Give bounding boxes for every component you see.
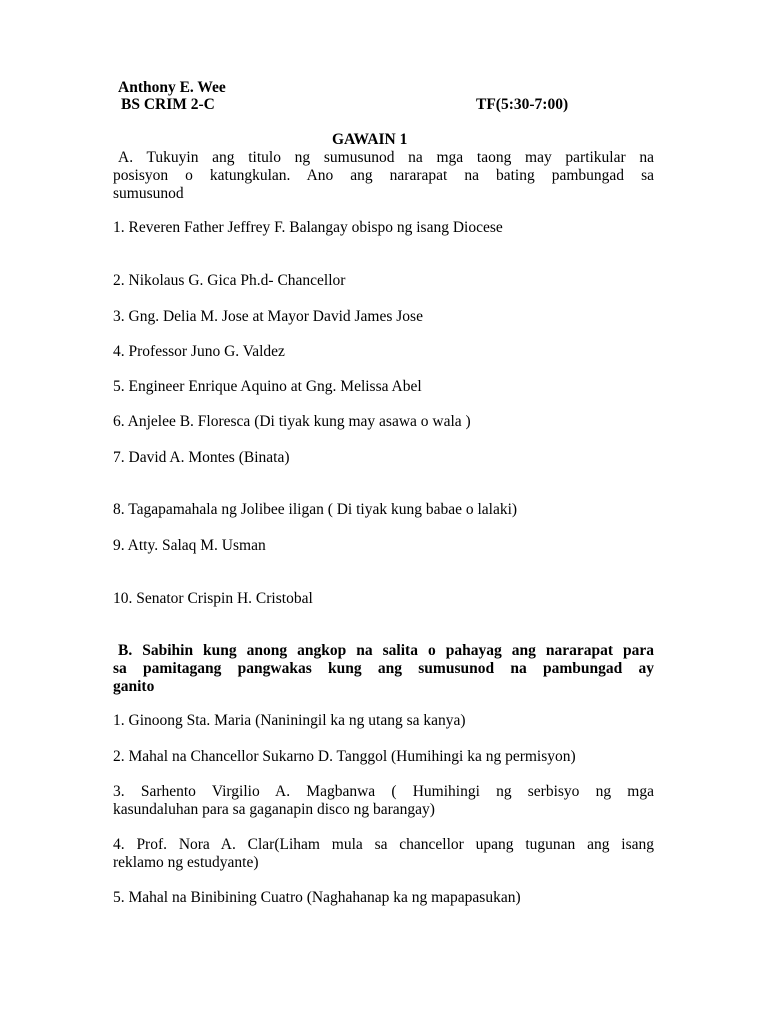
section-a-item: 6. Anjelee B. Floresca (Di tiyak kung may asawa o wala )	[113, 413, 471, 430]
section-a-item: 7. David A. Montes (Binata)	[113, 449, 290, 466]
section-a-instruction-line-2: posisyon o katungkulan. Ano ang nararapat na bating pambungad sa	[113, 167, 654, 184]
section-a-item: 5. Engineer Enrique Aquino at Gng. Melissa Abel	[113, 378, 422, 395]
class-schedule: TF(5:30-7:00)	[476, 96, 569, 113]
section-b-item: 4. Prof. Nora A. Clar(Liham mula sa chancellor upang tugunan ang isang	[113, 836, 654, 853]
section-a-item: 1. Reveren Father Jeffrey F. Balangay obispo ng isang Diocese	[113, 219, 503, 236]
section-b-item-continuation: reklamo ng estudyante)	[113, 854, 259, 871]
section-a-instruction-line-1: A. Tukuyin ang titulo ng sumusunod na mga taong may partikular na	[118, 149, 654, 166]
section-b-item: 1. Ginoong Sta. Maria (Naniningil ka ng utang sa kanya)	[113, 712, 466, 729]
section-b-item: 2. Mahal na Chancellor Sukarno D. Tanggol (Humihingi ka ng permisyon)	[113, 748, 576, 765]
section-b-instruction-line-3: ganito	[113, 678, 155, 695]
section-a-item: 4. Professor Juno G. Valdez	[113, 343, 285, 360]
section-a-item: 8. Tagapamahala ng Jolibee iligan ( Di tiyak kung babae o lalaki)	[113, 501, 518, 518]
section-a-item: 2. Nikolaus G. Gica Ph.d- Chancellor	[113, 272, 346, 289]
section-a-item: 10. Senator Crispin H. Cristobal	[113, 590, 313, 607]
section-a-item: 9. Atty. Salaq M. Usman	[113, 537, 266, 554]
page-title: GAWAIN 1	[332, 131, 408, 148]
student-name: Anthony E. Wee	[118, 79, 226, 96]
section-b-item-continuation: kasundaluhan para sa gaganapin disco ng barangay)	[113, 801, 435, 818]
section-b-item: 5. Mahal na Binibining Cuatro (Naghahanap ka ng mapapasukan)	[113, 889, 521, 906]
section-b-item: 3. Sarhento Virgilio A. Magbanwa ( Humihingi ng serbisyo ng mga	[113, 783, 654, 800]
course-section: BS CRIM 2-C	[121, 96, 215, 113]
section-a-item: 3. Gng. Delia M. Jose at Mayor David James Jose	[113, 308, 423, 325]
section-b-instruction-line-1: B. Sabihin kung anong angkop na salita o pahayag ang nararapat para	[118, 642, 654, 659]
section-b-instruction-line-2: sa pamitagang pangwakas kung ang sumusunod na pambungad ay	[113, 660, 654, 677]
section-a-instruction-line-3: sumusunod	[113, 185, 184, 202]
